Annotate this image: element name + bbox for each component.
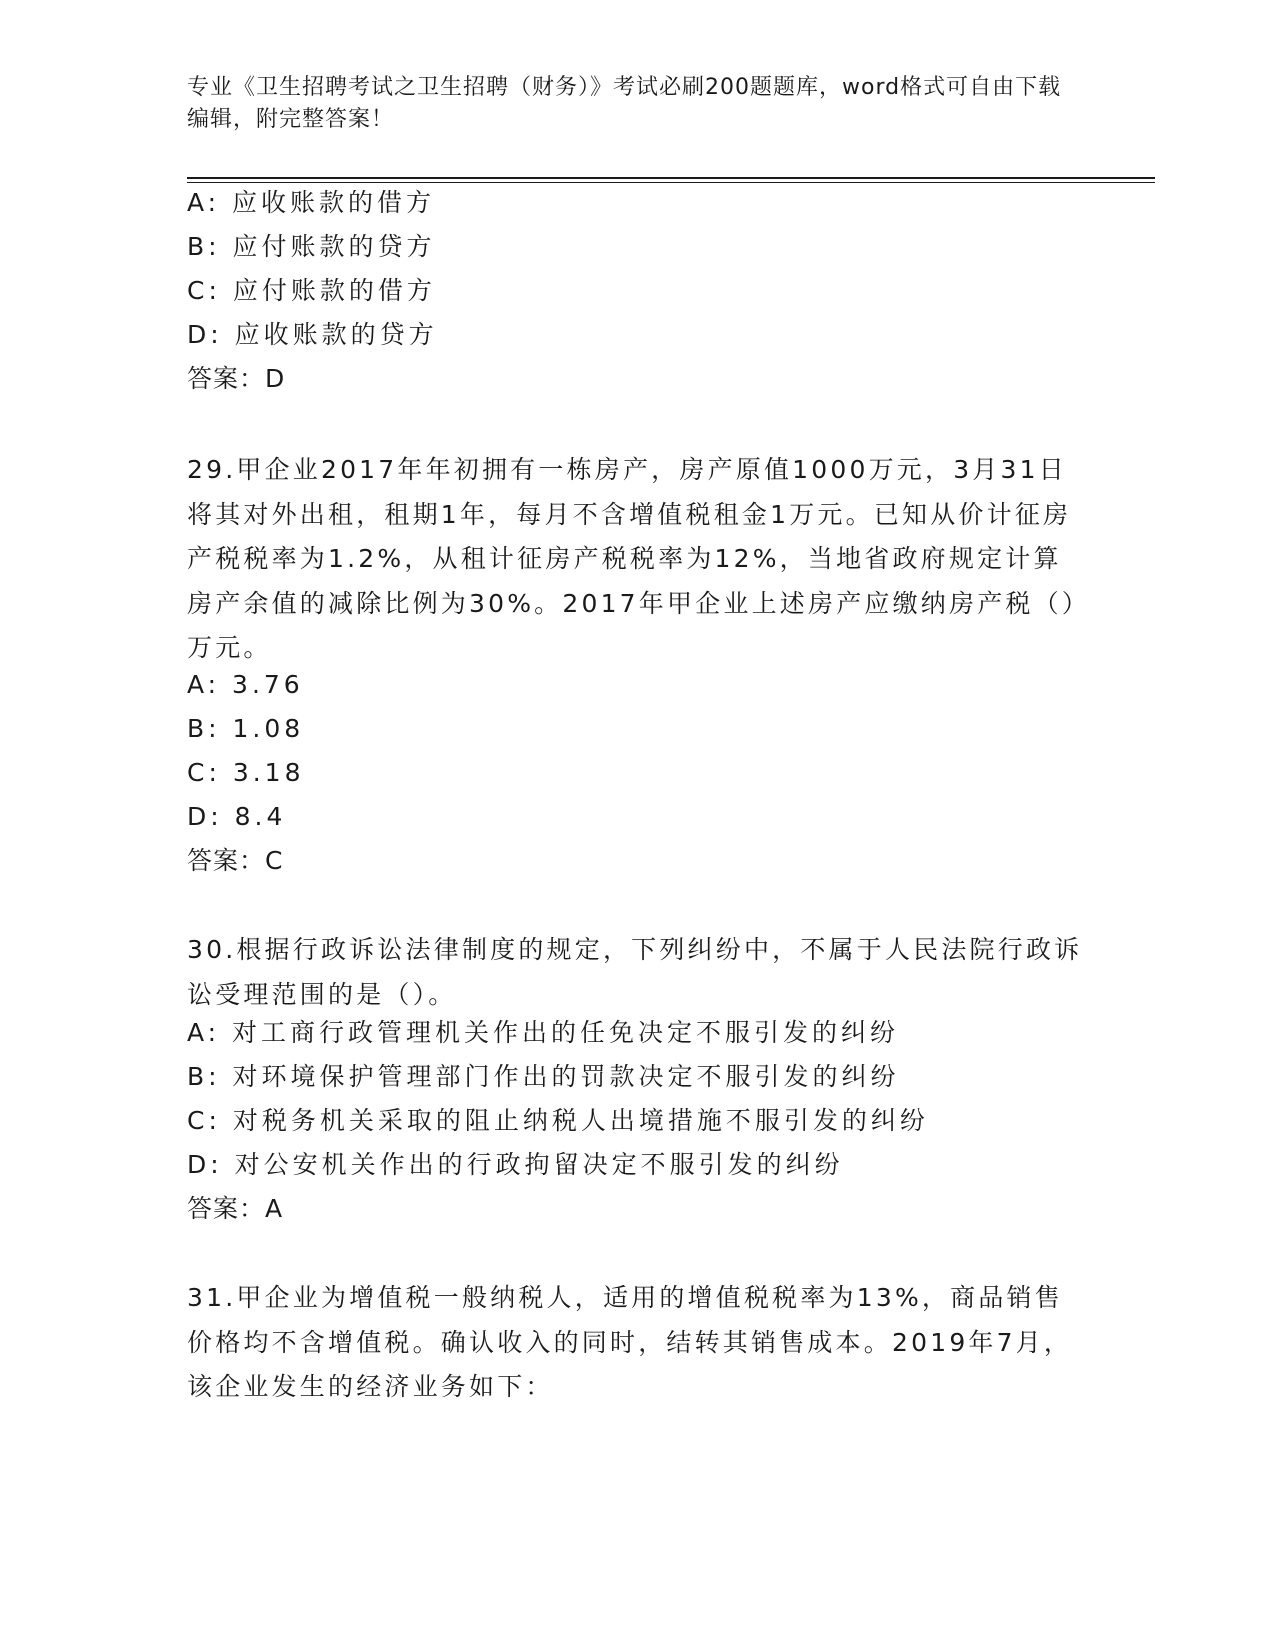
question-30-option-a: A: 对工商行政管理机关作出的任免决定不服引发的纠纷: [187, 1018, 900, 1047]
prev-option-a: A: 应收账款的借方: [187, 188, 436, 217]
question-30-option-d: D: 对公安机关作出的行政拘留决定不服引发的纠纷: [187, 1150, 844, 1179]
question-29-option-c: C: 3.18: [187, 758, 305, 787]
question-30-answer: 答案：A: [187, 1194, 284, 1223]
question-29-option-d: D: 8.4: [187, 802, 287, 831]
prev-answer: 答案：D: [187, 364, 286, 393]
question-30-option-b: B: 对环境保护管理部门作出的罚款决定不服引发的纠纷: [187, 1062, 900, 1091]
question-29-option-a: A: 3.76: [187, 670, 304, 699]
prev-option-c: C: 应付账款的借方: [187, 276, 436, 305]
header-divider-thin: [187, 182, 1155, 183]
document-header: 专业《卫生招聘考试之卫生招聘（财务）》考试必刷200题题库，word格式可自由下载编辑，附完整答案！: [187, 75, 1062, 132]
question-29-stem: 29.甲企业2017年年初拥有一栋房产，房产原值1000万元，3月31日将其对外出租，租期1年，每月不含增值税租金1万元。已知从价计征房产税税率为1.2%，从租计征房产税税率为12%，当地省政府规定计算房产余值的减除比例为30%。2017年甲企业上述房产应缴纳房产税（）万元。: [187, 455, 1078, 663]
question-30-stem: 30.根据行政诉讼法律制度的规定，下列纠纷中，不属于人民法院行政诉讼受理范围的是（）。: [187, 935, 1083, 1009]
question-29-answer: 答案：C: [187, 846, 284, 875]
prev-option-d: D: 应收账款的贷方: [187, 320, 438, 349]
prev-option-b: B: 应付账款的贷方: [187, 232, 436, 261]
header-divider-thick: [187, 177, 1155, 179]
question-30-option-c: C: 对税务机关采取的阻止纳税人出境措施不服引发的纠纷: [187, 1106, 929, 1135]
question-29-option-b: B: 1.08: [187, 714, 305, 743]
question-31-stem: 31.甲企业为增值税一般纳税人，适用的增值税税率为13%，商品销售价格均不含增值税。确认收入的同时，结转其销售成本。2019年7月，该企业发生的经济业务如下：: [187, 1283, 1073, 1402]
